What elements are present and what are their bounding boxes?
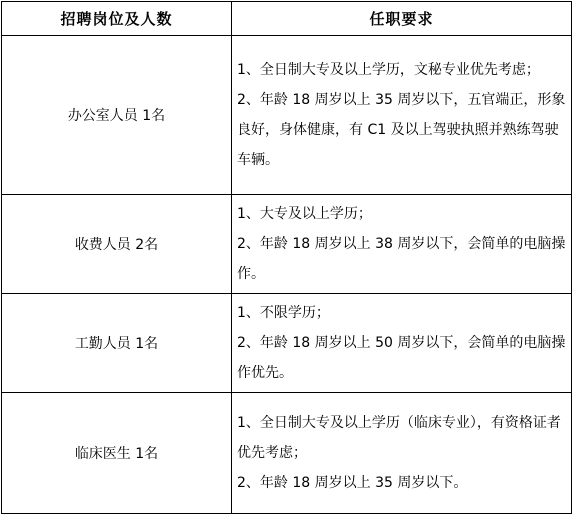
position-cell: 办公室人员 1名 [2,36,232,195]
header-position: 招聘岗位及人数 [2,2,232,36]
requirement-line: 1、大专及以上学历； [237,206,372,222]
requirement-line: 2、年龄 18 周岁以上 38 周岁以下，会简单的电脑操作。 [237,236,566,282]
recruitment-table [1,1,572,514]
requirements-cell [232,393,572,514]
position-cell: 收费人员 2名 [2,195,232,294]
requirements-cell [232,36,572,195]
position-cell: 工勤人员 1名 [2,294,232,393]
requirement-line: 2、年龄 18 周岁以上 50 周岁以下，会简单的电脑操作优先。 [237,335,566,381]
requirement-line: 1、全日制大专及以上学历（临床专业），有资格证者优先考虑； [237,415,561,461]
requirement-line: 1、不限学历； [237,305,330,321]
requirements-cell [232,294,572,393]
requirement-line: 2、年龄 18 周岁以上 35 周岁以下，五官端正，形象良好，身体健康，有 C1 及以上驾驶执照并熟练驾驶车辆。 [237,92,566,168]
header-requirements: 任职要求 [232,2,572,36]
requirement-line: 2、年龄 18 周岁以上 35 周岁以下。 [237,475,468,491]
table-header-row [2,2,572,36]
table-row [2,36,572,195]
position-cell: 临床医生 1名 [2,393,232,514]
requirement-line: 1、全日制大专及以上学历，文秘专业优先考虑； [237,62,540,78]
table-row [2,294,572,393]
table-row [2,195,572,294]
table-row [2,393,572,514]
requirements-cell [232,195,572,294]
